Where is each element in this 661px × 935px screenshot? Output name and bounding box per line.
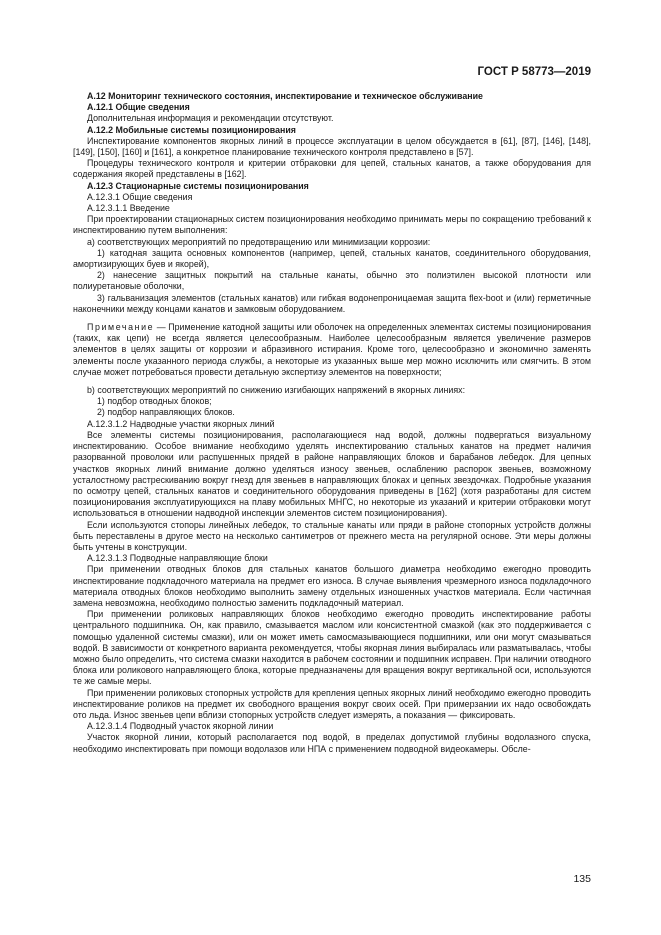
paragraph — [73, 237, 591, 248]
paragraph — [73, 91, 591, 102]
paragraph — [73, 564, 591, 609]
paragraph-text: Дополнительная информация и рекомендации отсутствуют. — [87, 113, 334, 124]
page-number: 135 — [573, 873, 591, 885]
paragraph — [73, 192, 591, 203]
paragraph — [73, 214, 591, 236]
paragraph — [73, 396, 591, 407]
paragraph-text: При применении отводных блоков для стальных канатов большого диаметра необходимо ежегодно проводить инспектирование подкладочного материала на предмет его износа. В случае выявления чрезмерного износа подкладочного материала отводных блоков необходимо выполнить замену отдельных изношенных участков материала. Если частичная замена невозможна, необходимо полностью заменить подкладочный материал. — [73, 564, 591, 608]
paragraph-text: Процедуры технического контроля и критерии отбраковки для цепей, стальных канатов, а также оборудования для содержания якорей представлены в [162]. — [73, 158, 591, 180]
paragraph-text: Если используются стопоры линейных лебедок, то стальные канаты или пряди в районе стопорных устройств должны быть переставлены в другое место на несколько сантиметров от прежнего места на регулярной основе. Эти меры должны быть учтены в конструкции. — [73, 519, 591, 552]
paragraph-text: Все элементы системы позиционирования, располагающиеся над водой, должны подвергаться визуальному инспектированию. Особое внимание необходимо уделять инспектированию стальных канатов на предмет наличия разорванной проволоки или распушенных прядей в районе направляющих блоков и барабанов лебедок. Для цепных участков якорных линий внимание должно уделяться износу звеньев, ослаблению распорок звеньев, возможному усталостному растрескиванию вокруг гнезд для звеньев в направляющих блоках и цепных звездочках. Подробные указания по осмотру цепей, стальных канатов и соединительного оборудования приведены в [162] (хотя разработаны для систем позиционирования эксплуатирующихся на плаву мобильных МНГС, но некоторые из указаний и критерии отбраковки могут использоваться в отношении надводной инспекции элементов систем позиционирования). — [73, 429, 591, 519]
paragraph-text: 2) нанесение защитных покрытий на стальные канаты, обычно это полиэтилен высокой плотности или полиуретановые оболочки, — [73, 270, 591, 292]
paragraph — [73, 721, 591, 732]
document-header: ГОСТ Р 58773—2019 — [477, 66, 591, 78]
paragraph-text: 1) катодная защита основных компонентов (например, цепей, стальных канатов, соединительного оборудования, амортизирующих буев и якорей), — [73, 247, 591, 270]
paragraph — [73, 293, 591, 315]
paragraph-text: Инспектирование компонентов якорных линий в процессе эксплуатации в целом обсуждается в [61], [87], [146], [148], [149], [150], [160] и [161], а конкретное планирование технического контроля представлено в [57]. — [73, 135, 591, 158]
paragraph-text: А.12.3.1 Общие сведения — [87, 191, 193, 202]
paragraph — [73, 385, 591, 396]
note-label: Примечание — [87, 322, 155, 333]
paragraph-text: А.12.3.1.3 Подводные направляющие блоки — [87, 553, 268, 564]
paragraph-text: а) соответствующих мероприятий по предотвращению или минимизации коррозии: — [87, 236, 431, 247]
paragraph — [73, 158, 591, 180]
paragraph-text: А.12.1 Общие сведения — [87, 102, 190, 113]
paragraph-text: При применении роликовых направляющих блоков необходимо ежегодно проводить инспектирование работы центрального подшипника. Он, как правило, смазывается маслом или консистентной смазкой (как это поддерживается с помощью удаленной системы смазки), или он может иметь самосмазывающиеся подшипники, или они могут смазываться водой. В зависимости от конкретного варианта рекомендуется, чтобы якорная линия выбиралась или разматывалась, чтобы можно было определить, что система смазки находится в рабочем состоянии и подшипник исправен. При наличии отводного блока или роликового направляющего блока, которые предназначены для вращения вокруг вертикальной оси, используются те же самые меры. — [73, 609, 591, 687]
paragraph-text: Участок якорной линии, который располагается под водой, в пределах допустимой глубины водолазного спуска, необходимо инспектировать при помощи водолазов или НПА с применением подводной видеокамеры. Обсле- — [73, 732, 591, 754]
paragraph-text: 3) гальванизация элементов (стальных канатов) или гибкая водонепроницаемая защита flex-boot и (или) герметичные наконечники между концами канатов и замковым оборудованием. — [73, 292, 591, 314]
paragraph-text: — Применение катодной защиты или оболочек на определенных элементах системы позиционирования (таких, как цепи) не всегда является целесообразным. Наиболее целесообразным является увеличение размеров элементов в целях защиты от коррозии и абразивного истирания. Кроме того, целесообразно и экономично заменять элементы после указанного периода службы, а некоторые из указанных выше мер можно исключить или смягчить. В этом случае может потребоваться провести детальную экспертизу элементов на поверхности; — [73, 322, 591, 377]
paragraph — [73, 136, 591, 158]
paragraph-text: А.12.3.1.1 Введение — [87, 203, 170, 214]
paragraph — [73, 407, 591, 418]
paragraph-text: 2) подбор направляющих блоков. — [97, 407, 235, 418]
paragraph-text: А.12.3 Стационарные системы позиционирования — [87, 180, 309, 191]
paragraph-text: А.12.3.1.2 Надводные участки якорных линий — [87, 418, 275, 429]
paragraph-text: При проектировании стационарных систем позиционирования необходимо принимать меры по сокращению требований к инспектированию путем выполнения: — [73, 214, 591, 236]
paragraph-text: При применении роликовых стопорных устройств для крепления цепных якорных линий необходимо ежегодно проводить инспектирование роликов на предмет их свободного вращения вокруг своих осей. При примерзании их надо освобождать ото льда. Износ звеньев цепи вблизи стопорных устройств следует измерять, а показания — фиксировать. — [73, 687, 591, 720]
paragraph — [73, 732, 591, 754]
paragraph-text: А.12.2 Мобильные системы позиционирования — [87, 124, 296, 135]
paragraph-text: 1) подбор отводных блоков; — [97, 396, 212, 407]
paragraph — [73, 102, 591, 113]
note-paragraph — [73, 322, 591, 378]
paragraph — [73, 553, 591, 564]
paragraph-text: b) соответствующих мероприятий по снижению изгибающих напряжений в якорных линиях: — [87, 385, 466, 396]
paragraph — [73, 520, 591, 554]
paragraph — [73, 181, 591, 192]
page-body — [73, 91, 591, 755]
paragraph — [73, 609, 591, 687]
paragraph — [73, 248, 591, 270]
paragraph — [73, 113, 591, 124]
paragraph — [73, 688, 591, 722]
paragraph — [73, 430, 591, 520]
paragraph-text: А.12 Мониторинг технического состояния, инспектирование и техническое обслуживание — [87, 91, 483, 101]
paragraph-text: А.12.3.1.4 Подводный участок якорной линии — [87, 721, 274, 732]
paragraph — [73, 419, 591, 430]
paragraph — [73, 270, 591, 292]
paragraph — [73, 125, 591, 136]
paragraph — [73, 203, 591, 214]
